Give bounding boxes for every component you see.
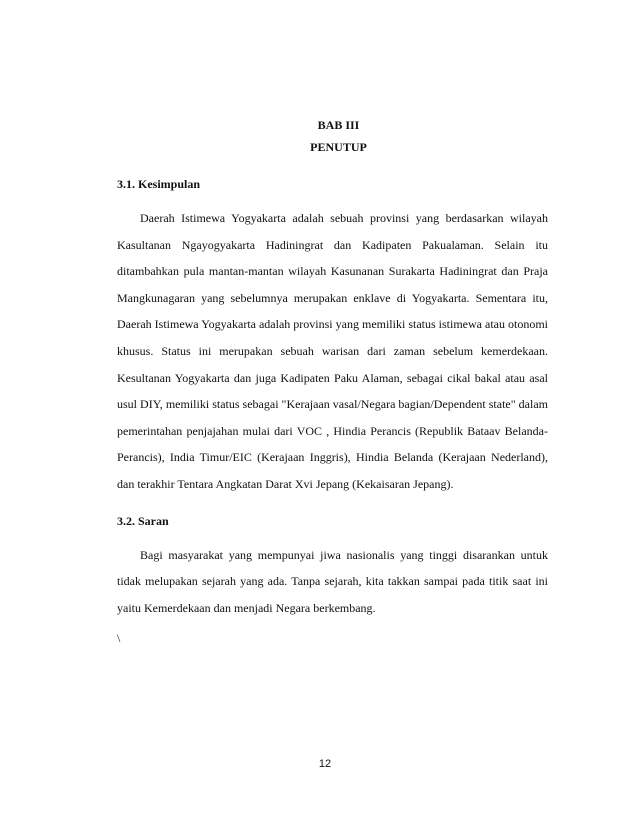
paragraph-saran: Bagi masyarakat yang mempunyai jiwa nasionalis yang tinggi disarankan untuk tidak melupakan sejarah yang ada. Tanpa sejarah, kita takkan sampai pada titik saat ini yaitu Kemerdekaan dan menjadi Negara berkembang. [117,547,548,615]
section-heading-saran: 3.2. Saran [117,513,169,528]
paragraph-kesimpulan: Daerah Istimewa Yogyakarta adalah sebuah provinsi yang berdasarkan wilayah Kasultanan Ngayogyakarta Hadiningrat dan Kadipaten Pakualaman. Selain itu ditambahkan pula mantan-mantan wilayah Kasunanan Surakarta Hadiningrat dan Praja Mangkunagaran yang sebelumnya merupakan enklave di Yogyakarta. Sementara itu, Daerah Istimewa Yogyakarta adalah provinsi yang memiliki status istimewa atau otonomi khusus. Status ini merupakan sebuah warisan dari zaman sebelum kemerdekaan. Kesultanan Yogyakarta dan juga Kadipaten Paku Alaman, sebagai cikal bakal atau asal usul DIY, memiliki status sebagai "Kerajaan vasal/Negara bagian/Dependent state" dalam pemerintahan penjajahan mulai dari VOC , Hindia Perancis (Republik Bataav Belanda-Perancis), India Timur/EIC (Kerajaan Inggris), Hindia Belanda (Kerajaan Nederland), dan terakhir Tentara Angkatan Darat Xvi Jepang (Kekaisaran Jepang). [117,211,548,491]
page-content [117,114,548,661]
chapter-title: PENUTUP [310,140,367,154]
page-number: 12 [318,758,332,770]
section-heading-kesimpulan: 3.1. Kesimpulan [117,177,201,191]
chapter-number: BAB III [317,118,360,132]
stray-backslash: \ [117,631,121,646]
